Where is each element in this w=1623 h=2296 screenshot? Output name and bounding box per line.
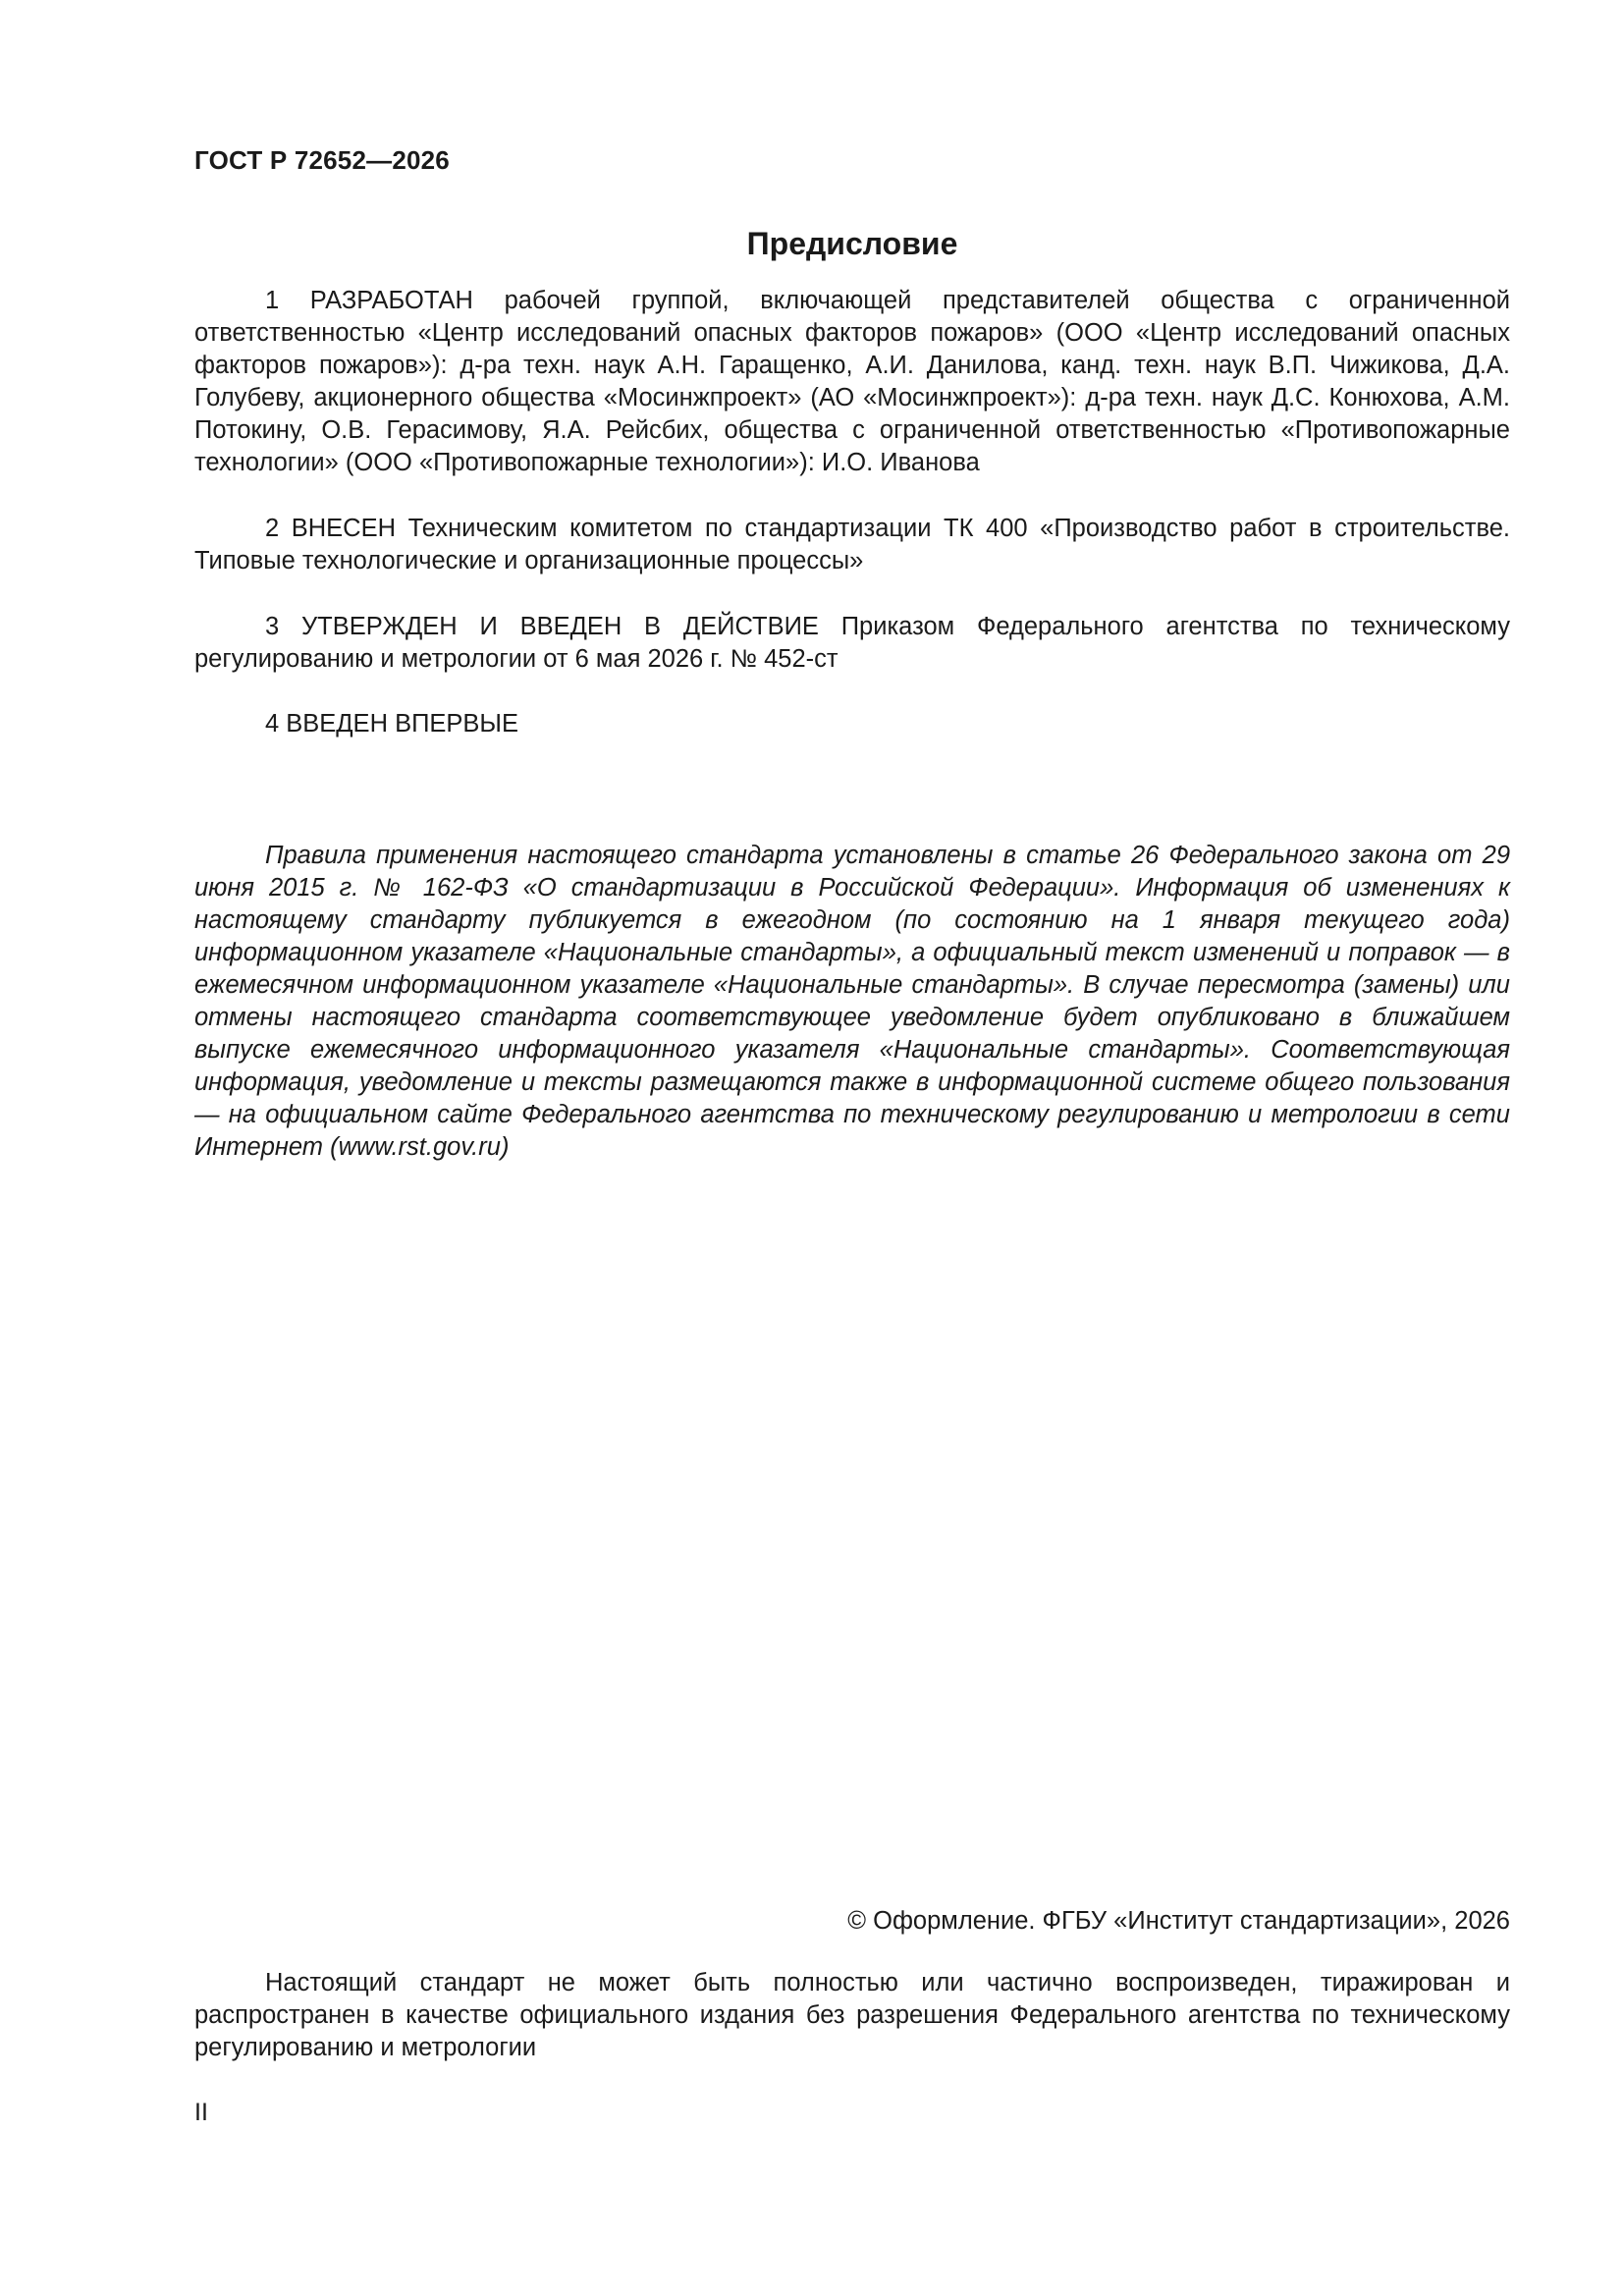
foreword-paragraph-developed: 1 РАЗРАБОТАН рабочей группой, включающей представителей общества с ограниченной ответственностью «Центр исследований опасных факторов пожаров» (ООО «Центр исследований опасных факторов пожаров»): д-ра техн. наук А.Н. Гаращенко, А.И. Данилова, канд. техн. наук В.П. Чижикова, Д.А. Голубеву, акционерного общества «Мосинжпроект» (АО «Мосинжпроект»): д-ра техн. наук Д.С. Конюхова, А.М. Потокину, О.В. Герасимову, Я.А. Рейсбих, общества с ограниченной ответственностью «Противопожарные технологии» (ООО «Противопожарные технологии»): И.О. Иванова (194, 287, 1510, 476)
application-rules-notice: Правила применения настоящего стандарта установлены в статье 26 Федерального закона от 29 июня 2015 г. № 162-ФЗ «О стандартизации в Российской Федерации». Информация об изменениях к настоящему стандарту публикуется в ежегодном (по состоянию на 1 января текущего года) информационном указателе «Национальные стандарты», а официальный текст изменений и поправок — в ежемесячном информационном указателе «Национальные стандарты». В случае пересмотра (замены) или отмены настоящего стандарта соответствующее уведомление будет опубликовано в ближайшем выпуске ежемесячного информационного указателя «Национальные стандарты». Соответствующая информация, уведомление и тексты размещаются также в информационной системе общего пользования — на официальном сайте Федерального агентства по техническому регулированию и метрологии в сети Интернет (www.rst.gov.ru) (194, 842, 1510, 1161)
foreword-paragraph-submitted: 2 ВНЕСЕН Техническим комитетом по стандартизации ТК 400 «Производство работ в строительстве. Типовые технологические и организационные процессы» (194, 515, 1510, 574)
page-number: II (194, 2099, 208, 2126)
foreword-paragraph-approved: 3 УТВЕРЖДЕН И ВВЕДЕН В ДЕЙСТВИЕ Приказом Федерального агентства по техническому регулированию и метрологии от 6 мая 2026 г. № 452-ст (194, 613, 1510, 673)
document-code: ГОСТ Р 72652—2026 (194, 145, 450, 175)
reproduction-notice: Настоящий стандарт не может быть полностью или частично воспроизведен, тиражирован и распространен в качестве официального издания без разрешения Федерального агентства по техническому регулированию и метрологии (194, 1969, 1510, 2061)
foreword-title: Предисловие (746, 226, 958, 261)
copyright-line: © Оформление. ФГБУ «Институт стандартизации», 2026 (847, 1907, 1510, 1935)
foreword-paragraph-introduced: 4 ВВЕДЕН ВПЕРВЫЕ (265, 710, 519, 738)
